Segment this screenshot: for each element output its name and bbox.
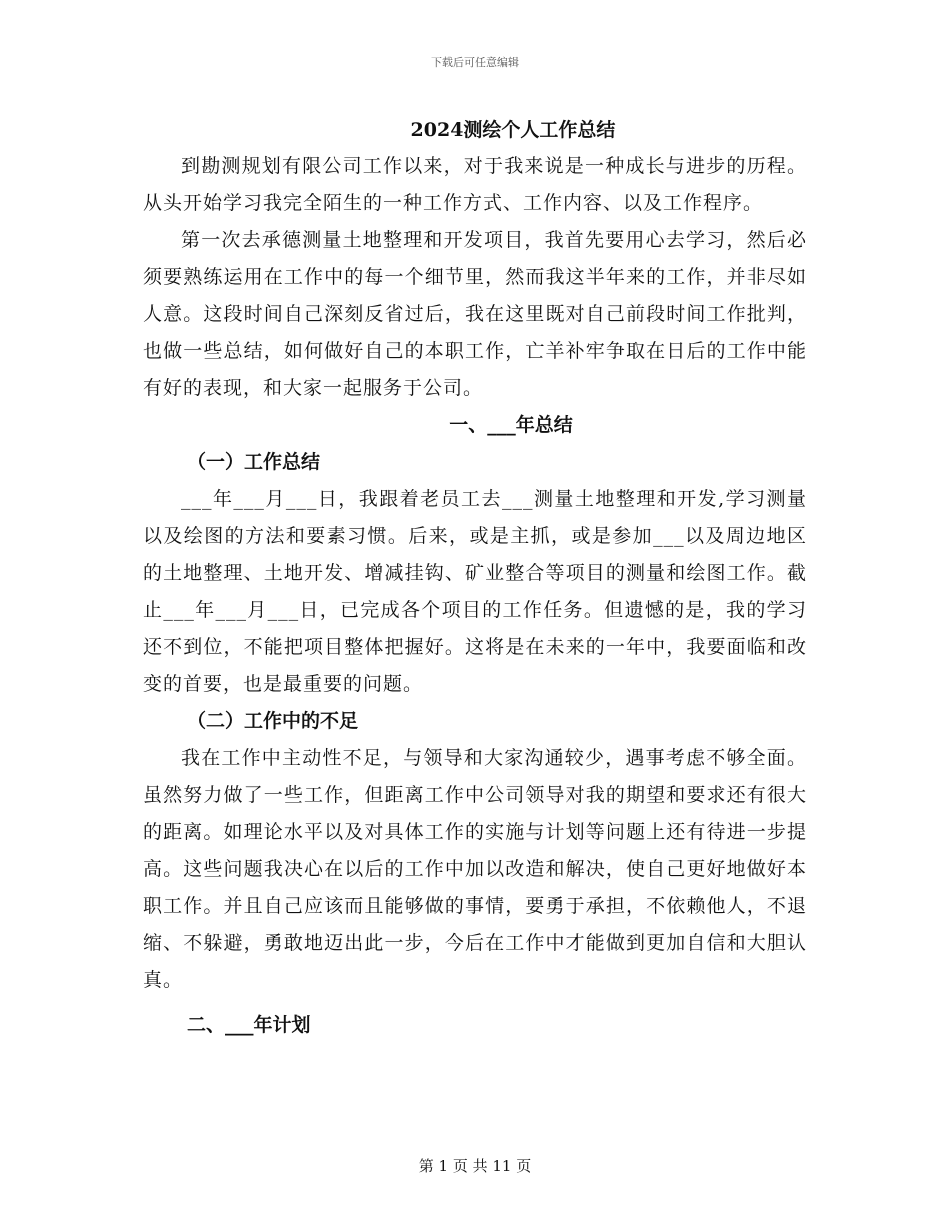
shortcomings-paragraph: 我在工作中主动性不足，与领导和大家沟通较少，遇事考虑不够全面。虽然努力做了一些工作，但距离工作中公司领导对我的期望和要求还有很大的距离。如理论水平以及对具体工作的实施与计划等问题上还有待进一步提高。这些问题我决心在以后的工作中加以改造和解决，使自己更好地做好本职工作。并且自己应该而且能够做的事情，要勇于承担，不依赖他人，不退缩、不躲避，勇敢地迈出此一步，今后在工作中才能做到更加自信和大胆认真。 [143, 747, 807, 991]
page-number: 第 1 页 共 11 页 [418, 1157, 532, 1175]
intro-paragraph-2: 第一次去承德测量土地整理和开发项目，我首先要用心去学习，然后必须要熟练运用在工作中的每一个细节里，然而我这半年来的工作，并非尽如人意。这段时间自己深刻反省过后，我在这里既对自己前段时间工作批判，也做一些总结，如何做好自己的本职工作，亡羊补牢争取在日后的工作中能有好的表现，和大家一起服务于公司。 [143, 229, 807, 399]
header-note: 下载后可任意编辑 [431, 56, 519, 69]
subsection-heading-work-summary: （一）工作总结 [187, 451, 321, 473]
section-heading-summary: 一、___年总结 [449, 414, 573, 436]
intro-paragraph-1: 到勘测规划有限公司工作以来，对于我来说是一种成长与进步的历程。从头开始学习我完全陌生的一种工作方式、工作内容、以及工作程序。 [143, 155, 807, 214]
work-summary-paragraph: ___年___月___日，我跟着老员工去___测量土地整理和开发,学习测量以及绘图的方法和要素习惯。后来，或是主抓，或是参加___以及周边地区的土地整理、土地开发、增减挂钩、矿业整合等项目的测量和绘图工作。截止___年___月___日，已完成各个项目的工作任务。但遗憾的是，我的学习还不到位，不能把项目整体把握好。这将是在未来的一年中，我要面临和改变的首要，也是最重要的问题。 [143, 488, 807, 695]
document-body [143, 112, 807, 1044]
subsection-heading-shortcomings: （二）工作中的不足 [187, 710, 359, 732]
section-heading-plan: 二、___年计划 [187, 1014, 311, 1036]
document-title: 2024测绘个人工作总结 [410, 119, 616, 141]
